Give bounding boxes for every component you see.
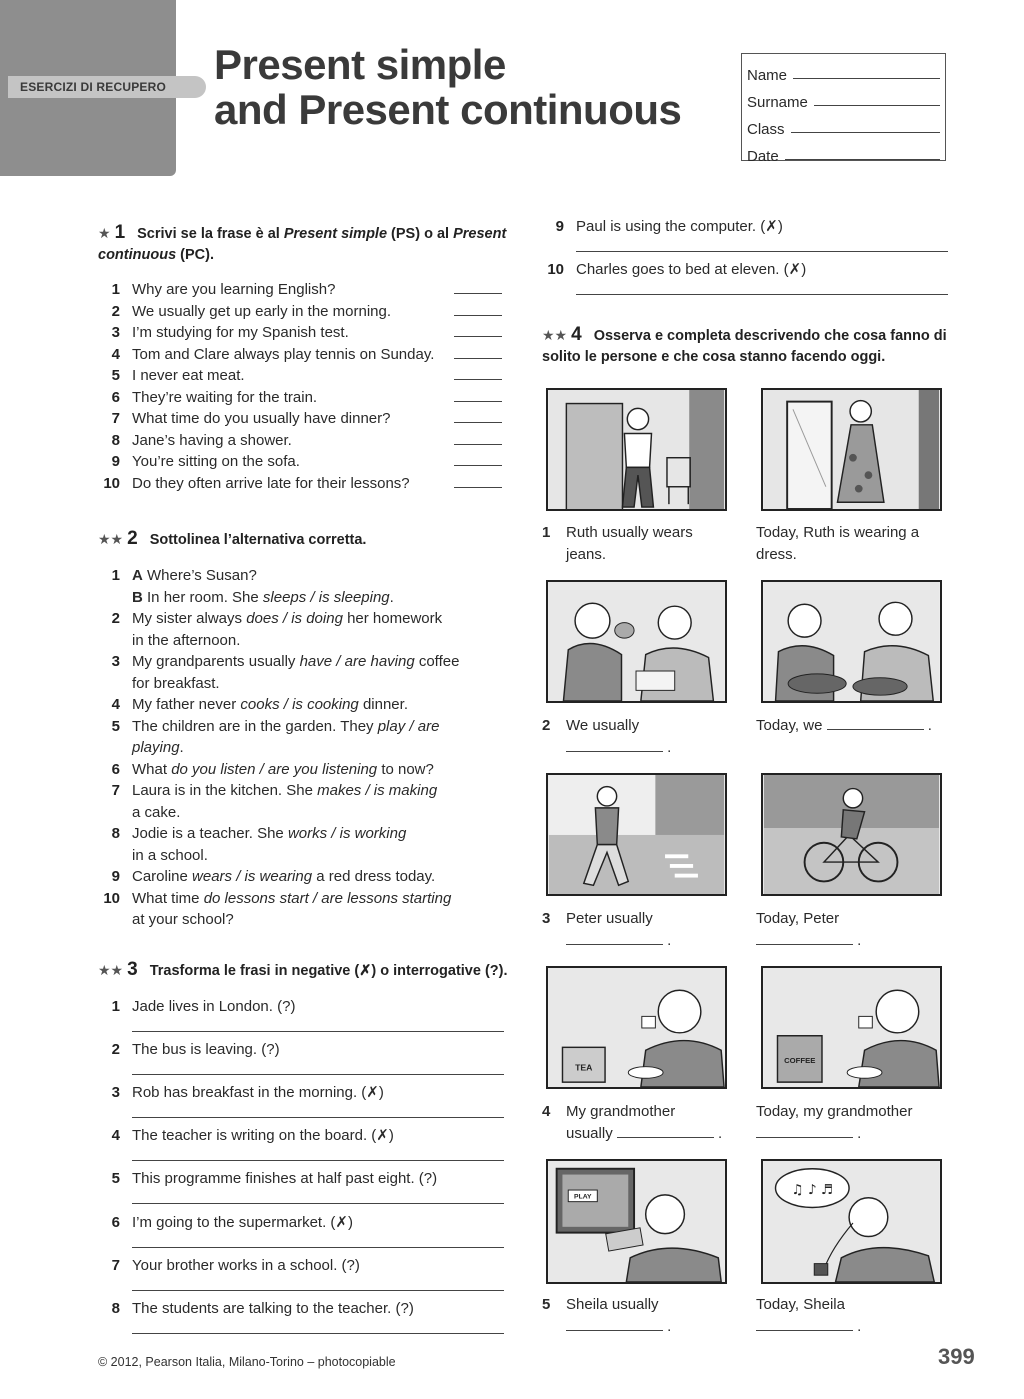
picture-grandmother-coffee <box>761 966 942 1089</box>
play-screen-label: PLAY <box>574 1193 592 1201</box>
ex3-item <box>98 1082 502 1125</box>
item-number: 4 <box>111 1127 120 1145</box>
answer-blank[interactable] <box>566 1316 663 1331</box>
answer-line[interactable] <box>576 251 948 252</box>
ex1-item <box>98 279 508 301</box>
answer-line[interactable] <box>576 294 948 295</box>
answer-line[interactable] <box>132 1117 504 1118</box>
item-text: They’re waiting for the train. <box>132 388 318 406</box>
caption-text: usually . <box>566 1124 723 1142</box>
caption-text: dress. <box>756 545 797 563</box>
ex3-item <box>98 1255 502 1298</box>
item-number: 3 <box>111 653 120 670</box>
item-text: Your brother works in a school. (?) <box>132 1256 360 1274</box>
answer-blank[interactable] <box>454 408 502 423</box>
ex1-item <box>98 322 508 344</box>
item-text: I’m studying for my Spanish test. <box>132 324 349 341</box>
item-text: Paul is using the computer. (✗) <box>576 218 783 235</box>
item-number: 2 <box>111 610 120 627</box>
ex1-item <box>98 365 508 387</box>
answer-blank[interactable] <box>756 1123 853 1138</box>
ex3-item <box>98 996 502 1039</box>
answer-blank[interactable] <box>827 715 924 730</box>
picture-ruth-dress <box>761 388 942 511</box>
item-text: Tom and Clare always play tennis on Sunday. <box>132 345 435 363</box>
answer-line[interactable] <box>132 1333 504 1334</box>
item-number: 7 <box>111 782 120 799</box>
item-number: 6 <box>111 760 120 778</box>
answer-blank[interactable] <box>454 301 502 316</box>
item-number: 3 <box>111 1084 120 1102</box>
ex1-item <box>98 301 508 323</box>
item-text: This programme finishes at half past eight. (?) <box>132 1170 438 1188</box>
item-text[interactable]: Caroline wears / is wearing a red dress today. <box>132 868 436 885</box>
caption-text: My grandmother <box>566 1103 676 1120</box>
answer-blank[interactable] <box>454 279 502 294</box>
item-text: The students are talking to the teacher. (?) <box>132 1299 414 1317</box>
item-number: 6 <box>111 388 120 406</box>
caption-text: . <box>566 737 671 759</box>
caption-text: . <box>756 1316 861 1338</box>
caption-text: We usually <box>566 717 640 734</box>
item-text: I’m going to the supermarket. (✗) <box>132 1213 353 1231</box>
section-tag: ESERCIZI DI RECUPERO <box>8 76 206 98</box>
item-text: You’re sitting on the sofa. <box>132 453 300 470</box>
caption-text: jeans. <box>566 545 607 563</box>
item-text: Charles goes to bed at eleven. (✗) <box>576 261 807 278</box>
caption-text: Today, my grandmother <box>756 1103 913 1120</box>
item-number: 10 <box>103 889 120 907</box>
item-number: 1 <box>111 281 120 298</box>
item-number: 9 <box>555 218 564 235</box>
item-text: We usually get up early in the morning. <box>132 302 392 320</box>
item-text: Do they often arrive late for their lessons? <box>132 474 410 492</box>
item-text: What time do you usually have dinner? <box>132 410 391 427</box>
ex1-item <box>98 387 508 409</box>
picture-family-eating <box>546 580 727 703</box>
item-number: 8 <box>111 825 120 842</box>
item-text: The bus is leaving. (?) <box>132 1041 280 1059</box>
svg-text:♫ ♪ ♬: ♫ ♪ ♬ <box>791 1181 834 1198</box>
item-number: 3 <box>542 910 551 927</box>
item-text[interactable]: a cake. <box>132 803 181 821</box>
item-number: 9 <box>111 868 120 885</box>
item-text[interactable]: A Where’s Susan? <box>132 567 257 584</box>
copyright-footer: © 2012, Pearson Italia, Milano-Torino – photocopiable <box>98 1355 396 1369</box>
answer-line[interactable] <box>132 1247 504 1248</box>
exercise-4-title: ★★ 4 Osserva e completa descrivendo che cosa fanno di solito le persone e che cosa stanno facendo oggi. <box>542 324 947 365</box>
picture-family-pizza <box>761 580 942 703</box>
item-text[interactable]: Jodie is a teacher. She works / is working <box>132 825 407 842</box>
ex3-item <box>98 1039 502 1082</box>
title-line-2: and Present continuous <box>214 86 682 133</box>
ex3-item <box>98 1298 502 1341</box>
caption-text: Today, Ruth is wearing a <box>756 524 920 541</box>
caption-text: Today, Peter <box>756 910 840 927</box>
caption-text: . <box>756 1123 861 1145</box>
exercise-1-title: ★ 1 Scrivi se la frase è al Present simple (PS) o al Present continuous (PC). <box>98 222 507 263</box>
class-field[interactable]: Class <box>747 111 940 138</box>
student-info-box <box>741 53 946 165</box>
item-text: Why are you learning English? <box>132 281 336 298</box>
exercise-3-title: ★★ 3 Trasforma le frasi in negative (✗) o interrogative (?). <box>98 959 508 980</box>
answer-blank[interactable] <box>566 930 663 945</box>
answer-line[interactable] <box>132 1203 504 1204</box>
caption-text: Today, we . <box>756 717 932 734</box>
caption-text: Peter usually <box>566 910 653 927</box>
caption-text: . <box>566 930 671 952</box>
picture-ruth-jeans <box>546 388 727 511</box>
item-text: Jane’s having a shower. <box>132 431 292 449</box>
answer-blank[interactable] <box>756 930 853 945</box>
item-number: 4 <box>542 1103 551 1120</box>
caption-text: Sheila usually <box>566 1296 659 1313</box>
picture-peter-walking <box>546 773 727 896</box>
item-number: 2 <box>542 717 551 734</box>
item-number: 10 <box>103 474 120 492</box>
item-number: 5 <box>111 717 120 735</box>
caption-text: . <box>756 930 861 952</box>
item-number: 1 <box>542 524 551 541</box>
caption-text: Today, Sheila <box>756 1296 845 1313</box>
page-number: 399 <box>938 1344 975 1369</box>
item-number: 5 <box>111 367 120 384</box>
item-number: 5 <box>542 1296 551 1313</box>
picture-sheila-computer <box>546 1159 727 1284</box>
caption-text: Ruth usually wears <box>566 524 693 541</box>
item-number: 7 <box>111 410 120 427</box>
item-number: 5 <box>111 1170 120 1188</box>
ex3-item <box>98 1212 502 1255</box>
answer-blank[interactable] <box>454 473 502 488</box>
item-text[interactable]: playing. <box>132 739 184 756</box>
surname-field[interactable]: Surname <box>747 84 940 111</box>
page-title <box>214 42 681 132</box>
item-number: 3 <box>111 324 120 341</box>
item-text[interactable]: My father never cooks / is cooking dinner. <box>132 696 408 713</box>
item-text[interactable]: at your school? <box>132 911 234 928</box>
item-text: Rob has breakfast in the morning. (✗) <box>132 1084 384 1102</box>
answer-blank[interactable] <box>617 1123 714 1138</box>
picture-grandmother-tea <box>546 966 727 1089</box>
caption-text: . <box>566 1316 671 1338</box>
ex1-item <box>98 473 508 495</box>
ex1-item <box>98 430 508 452</box>
item-number: 8 <box>111 431 120 449</box>
answer-blank[interactable] <box>454 365 502 380</box>
ex3-item <box>98 1125 502 1168</box>
item-text: I never eat meat. <box>132 367 245 384</box>
item-text[interactable]: My sister always does / is doing her homework <box>132 610 443 627</box>
ex3-item <box>98 1168 502 1211</box>
item-text[interactable]: What time do lessons start / are lessons starting <box>132 889 452 907</box>
item-number: 9 <box>111 453 120 470</box>
name-field[interactable]: Name <box>747 57 940 84</box>
answer-blank[interactable] <box>566 737 663 752</box>
item-text[interactable]: B In her room. She sleeps / is sleeping. <box>132 588 394 606</box>
ex1-item <box>98 451 508 473</box>
answer-line[interactable] <box>132 1031 504 1032</box>
item-number: 10 <box>547 261 564 278</box>
item-text[interactable]: in the afternoon. <box>132 631 241 649</box>
item-number: 2 <box>111 302 120 320</box>
item-text[interactable]: for breakfast. <box>132 674 220 692</box>
item-number: 2 <box>111 1041 120 1059</box>
item-text: The teacher is writing on the board. (✗) <box>132 1127 394 1145</box>
answer-line[interactable] <box>132 1160 504 1161</box>
ex3-item <box>542 216 946 259</box>
answer-blank[interactable] <box>454 451 502 466</box>
ex1-item <box>98 344 508 366</box>
item-number: 1 <box>111 998 120 1015</box>
item-number: 4 <box>111 345 120 363</box>
answer-blank[interactable] <box>454 387 502 402</box>
answer-blank[interactable] <box>454 344 502 359</box>
item-number: 4 <box>111 696 120 713</box>
coffee-box-label: COFFEE <box>784 1055 816 1065</box>
title-line-1: Present simple <box>214 41 506 88</box>
item-text[interactable]: in a school. <box>132 846 208 864</box>
ex3-item <box>542 259 946 302</box>
item-text[interactable]: Laura is in the kitchen. She makes / is making <box>132 782 438 799</box>
date-field[interactable]: Date <box>747 138 940 165</box>
item-number: 1 <box>111 567 120 584</box>
item-text[interactable]: My grandparents usually have / are having coffee <box>132 653 460 670</box>
item-text: Jade lives in London. (?) <box>132 998 296 1015</box>
picture-sheila-music <box>761 1159 942 1284</box>
item-text[interactable]: What do you listen / are you listening to now? <box>132 760 434 778</box>
tea-box-label: TEA <box>575 1062 593 1073</box>
item-number: 7 <box>111 1256 120 1274</box>
answer-blank[interactable] <box>454 430 502 445</box>
answer-blank[interactable] <box>756 1316 853 1331</box>
answer-blank[interactable] <box>454 322 502 337</box>
item-number: 6 <box>111 1213 120 1231</box>
ex1-item <box>98 408 508 430</box>
answer-line[interactable] <box>132 1290 504 1291</box>
answer-line[interactable] <box>132 1074 504 1075</box>
picture-peter-cycling <box>761 773 942 896</box>
item-text[interactable]: The children are in the garden. They play / are <box>132 717 440 735</box>
item-number: 8 <box>111 1299 120 1317</box>
exercise-2-title: ★★ 2 Sottolinea l’alternativa corretta. <box>98 528 367 549</box>
